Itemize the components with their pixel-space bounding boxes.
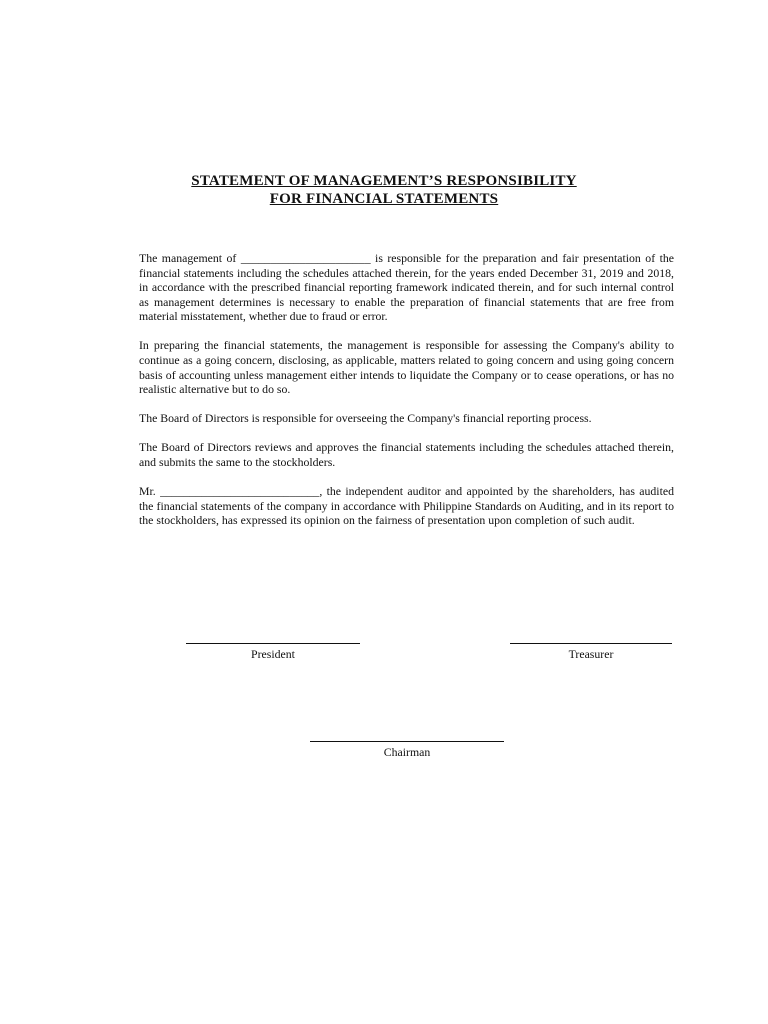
title-line-1: STATEMENT OF MANAGEMENT’S RESPONSIBILITY [191, 173, 577, 189]
paragraph-board-approval: The Board of Directors reviews and approves the financial statements including the schedules attached therein, and submits the same to the stockholders. [139, 440, 674, 470]
paragraph-going-concern: In preparing the financial statements, the management is responsible for assessing the Company's ability to continue as a going concern, disclosing, as applicable, matters related to going concern and using going concern basis of accounting unless management either intends to liquidate the Company or to cease operations, or has no realistic alternative but to do so. [139, 338, 674, 397]
signature-label-treasurer: Treasurer [568, 647, 614, 661]
signature-line [310, 741, 504, 742]
signature-label-president: President [251, 647, 295, 661]
signature-block-chairman [310, 741, 504, 759]
paragraph-management-responsibility: The management of ______________________ is responsible for the preparation and fair presentation of the financial statements including the schedules attached therein, for the years ended December 31, 2019 and 2018, in accordance with the prescribed financial reporting framework indicated therein, and for such internal control as management determines is necessary to enable the preparation of financial statements that are free from material misstatement, whether due to fraud or error. [139, 251, 674, 324]
document-body [139, 251, 674, 542]
signature-line [510, 643, 672, 644]
signature-line [186, 643, 360, 644]
paragraph-board-oversight: The Board of Directors is responsible for overseeing the Company's financial reporting process. [139, 411, 592, 426]
signature-label-chairman: Chairman [383, 745, 431, 759]
signature-block-treasurer [510, 643, 672, 661]
document-title [0, 172, 768, 208]
signature-block-president [186, 643, 360, 661]
title-line-2: FOR FINANCIAL STATEMENTS [269, 191, 499, 207]
paragraph-auditor: Mr. ___________________________, the independent auditor and appointed by the shareholders, has audited the financial statements of the company in accordance with Philippine Standards on Auditing, and in its report to the stockholders, has expressed its opinion on the fairness of presentation upon completion of such audit. [139, 484, 674, 528]
